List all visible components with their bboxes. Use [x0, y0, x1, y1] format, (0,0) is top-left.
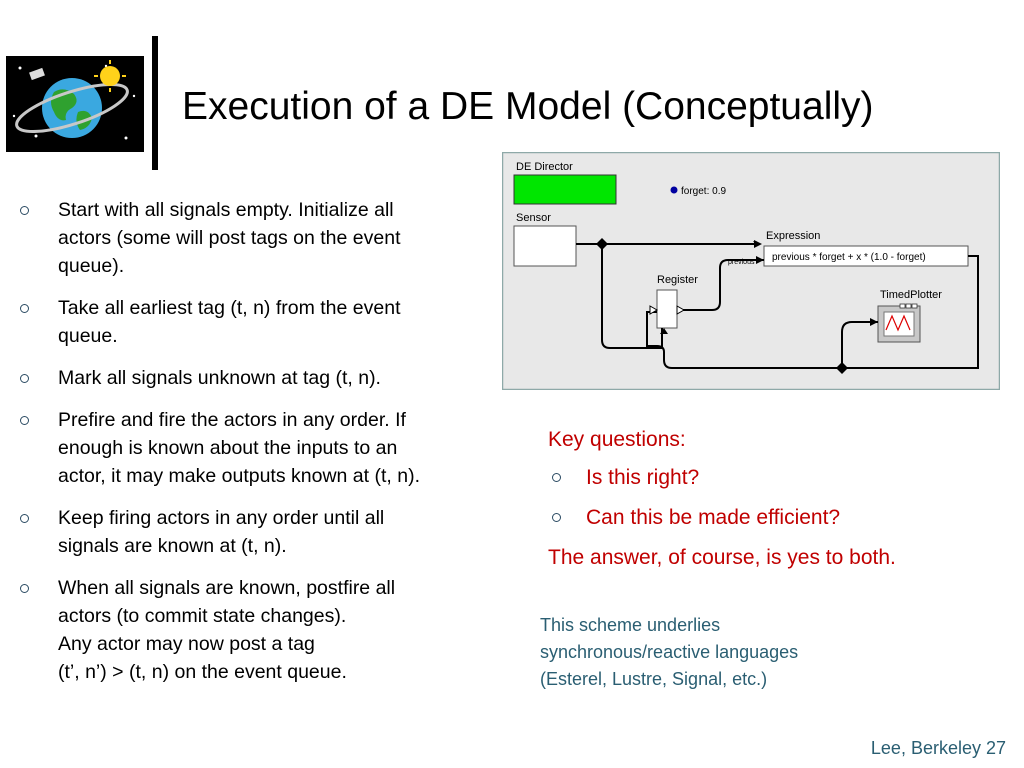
bullet-item	[20, 504, 520, 560]
bullet-item	[20, 294, 520, 350]
plotter-window-icon	[912, 304, 917, 308]
bullet-line: enough is known about the inputs to an	[58, 437, 398, 459]
slide-footer: Lee, Berkeley 27	[870, 738, 1006, 758]
de-model-diagram	[502, 152, 1000, 390]
bullet-item	[20, 574, 520, 686]
title-divider	[152, 36, 158, 170]
bullet-item	[20, 406, 520, 490]
key-questions-block	[548, 426, 1018, 572]
bullet-line: When all signals are known, postfire all	[58, 577, 396, 599]
plotter-window-icon	[906, 304, 911, 308]
bullet-icon	[552, 513, 561, 522]
parameter-label: forget: 0.9	[681, 186, 727, 197]
question-item	[548, 504, 1018, 532]
bullet-line: actor, it may make outputs known at (t, n).	[58, 465, 420, 487]
bullet-icon	[20, 514, 29, 523]
bullet-line: actors (to commit state changes).	[58, 605, 347, 627]
note-line: This scheme underlies	[540, 615, 721, 635]
bullet-line: (t’, n’) > (t, n) on the event queue.	[58, 661, 347, 683]
bullet-line: Prefire and fire the actors in any order. If	[58, 409, 406, 431]
sensor-label: Sensor	[516, 212, 551, 224]
bullet-icon	[20, 416, 29, 425]
bullet-list	[20, 196, 520, 700]
note-line: (Esterel, Lustre, Signal, etc.)	[540, 669, 768, 689]
bullet-item	[20, 196, 520, 280]
de-director-block[interactable]	[514, 175, 616, 204]
question-item	[548, 464, 1018, 492]
plotter-label: TimedPlotter	[880, 289, 942, 301]
answer-text: The answer, of course, is yes to both.	[548, 546, 896, 569]
bullet-icon	[20, 304, 29, 313]
globe-logo-icon	[6, 56, 144, 152]
bullet-line: queue).	[58, 255, 125, 277]
bullet-icon	[552, 473, 561, 482]
bullet-icon	[20, 374, 29, 383]
register-label: Register	[657, 274, 698, 286]
parameter-icon	[671, 187, 678, 194]
bullet-line: Keep firing actors in any order until all	[58, 507, 385, 529]
question-text: Is this right?	[586, 466, 700, 489]
bullet-line: queue.	[58, 325, 118, 347]
bullet-line: Take all earliest tag (t, n) from the event	[58, 297, 401, 319]
expression-label: Expression	[766, 230, 821, 242]
plotter-window-icon	[900, 304, 905, 308]
bullet-line: Start with all signals empty. Initialize all	[58, 199, 394, 221]
sensor-actor[interactable]	[514, 226, 576, 266]
page-title: Execution of a DE Model (Conceptually)	[182, 85, 874, 128]
scheme-note	[540, 612, 900, 693]
bullet-line: actors (some will post tags on the event	[58, 227, 401, 249]
expression-text: previous * forget + x * (1.0 - forget)	[772, 252, 926, 263]
question-list	[548, 464, 1018, 532]
bullet-line: signals are known at (t, n).	[58, 535, 287, 557]
question-text: Can this be made efficient?	[586, 506, 841, 529]
bullet-line: Any actor may now post a tag	[58, 633, 315, 655]
bullet-line: Mark all signals unknown at tag (t, n).	[58, 367, 381, 389]
bullet-icon	[20, 584, 29, 593]
bullet-icon	[20, 206, 29, 215]
note-line: synchronous/reactive languages	[540, 642, 799, 662]
register-actor[interactable]	[657, 290, 677, 328]
director-label: DE Director	[516, 161, 573, 173]
bullet-item	[20, 364, 520, 392]
port-previous-label: previous	[728, 259, 755, 266]
key-questions-heading: Key questions:	[548, 428, 686, 451]
